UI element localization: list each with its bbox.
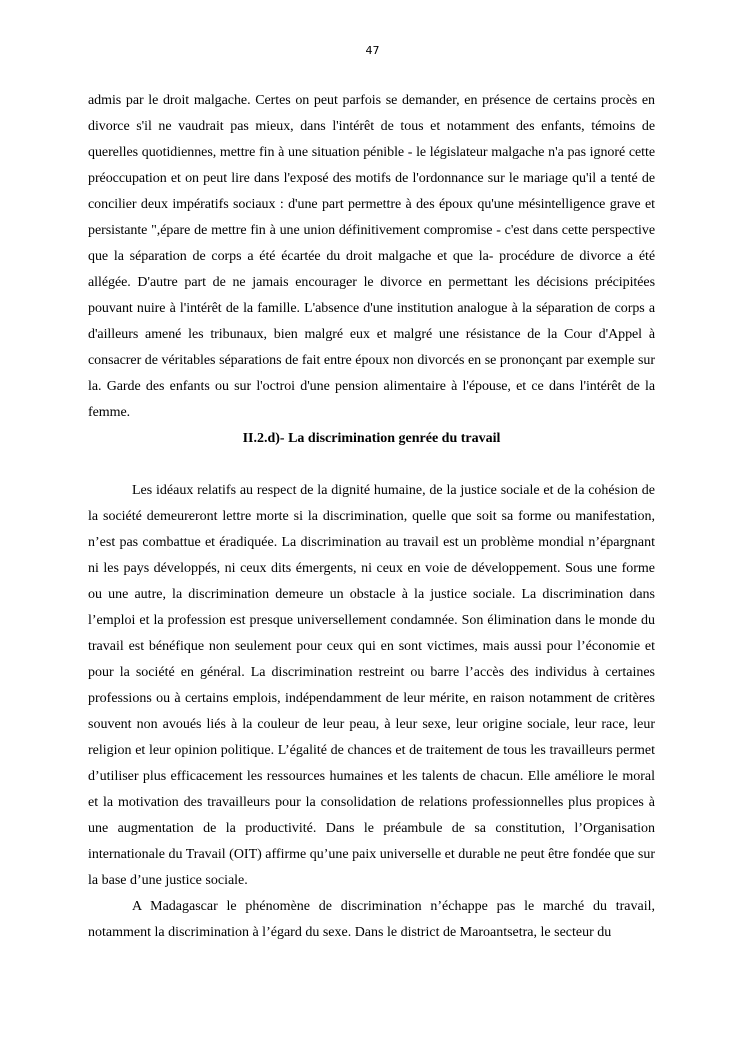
paragraph-discrimination: Les idéaux relatifs au respect de la dignité humaine, de la justice sociale et de la cohésion de la société demeureront lettre morte si la discrimination, quelle que soit sa forme ou manifestation, n’est pas combattue et éradiquée. La discrimination au travail est un problème mondial n’épargnant ni les pays développés, ni ceux dits émergents, ni ceux en voie de développement. Sous une forme ou une autre, la discrimination demeure un obstacle à la justice sociale. La discrimination dans l’emploi et la profession est presque universellement condamnée. Son élimination dans le monde du travail est bénéfique non seulement pour ceux qui en sont victimes, mais aussi pour l’économie et pour la société en général. La discrimination restreint ou barre l’accès des individus à certaines professions ou à certains emplois, indépendamment de leur mérite, en raison notamment de critères souvent non avoués liés à la couleur de leur peau, à leur sexe, leur origine sociale, leur race, leur religion et leur opinion politique. L’égalité de chances et de traitement de tous les travailleurs permet d’utiliser plus efficacement les ressources humaines et les talents de chacun. Elle améliore le moral et la motivation des travailleurs pour la consolidation de relations professionnelles plus propices à une augmentation de la productivité. Dans le préambule de sa constitution, l’Organisation internationale du Travail (OIT) affirme qu’une paix universelle et durable ne peut être fondée que sur la base d’une justice sociale. bbox=[88, 483, 655, 888]
paragraph-madagascar: A Madagascar le phénomène de discrimination n’échappe pas le marché du travail, notamment la discrimination à l’égard du sexe. Dans le district de Maroantsetra, le secteur du bbox=[88, 899, 655, 940]
page-body bbox=[88, 88, 655, 946]
blank-line bbox=[88, 452, 655, 478]
page-number: 47 bbox=[365, 44, 380, 57]
section-heading: II.2.d)- La discrimination genrée du travail bbox=[242, 431, 501, 446]
paragraph-divorce: admis par le droit malgache. Certes on peut parfois se demander, en présence de certains procès en divorce s'il ne vaudrait pas mieux, dans l'intérêt de tous et notamment des enfants, témoins de querelles quotidiennes, mettre fin à une situation pénible - le législateur malgache n'a pas ignoré cette préoccupation et on peut lire dans l'exposé des motifs de l'ordonnance sur le mariage qu'il a tenté de concilier deux impératifs sociaux : d'une part permettre à des époux qu'une mésintelligence grave et persistante ",épare de mettre fin à une union définitivement compromise - c'est dans cette perspective que la séparation de corps a été écartée du droit malgache et que la- procédure de divorce a été allégée. D'autre part de ne jamais encourager le divorce en permettant les décisions précipitées pouvant nuire à l'intérêt de la famille. L'absence d'une institution analogue à la séparation de corps a d'ailleurs amené les tribunaux, bien malgré eux et malgré une résistance de la Cour d'Appel à consacrer de véritables séparations de fait entre époux non divorcés en se prononçant par exemple sur la. Garde des enfants ou sur l'octroi d'une pension alimentaire à l'épouse, et ce dans l'intérêt de la femme. bbox=[88, 93, 655, 420]
